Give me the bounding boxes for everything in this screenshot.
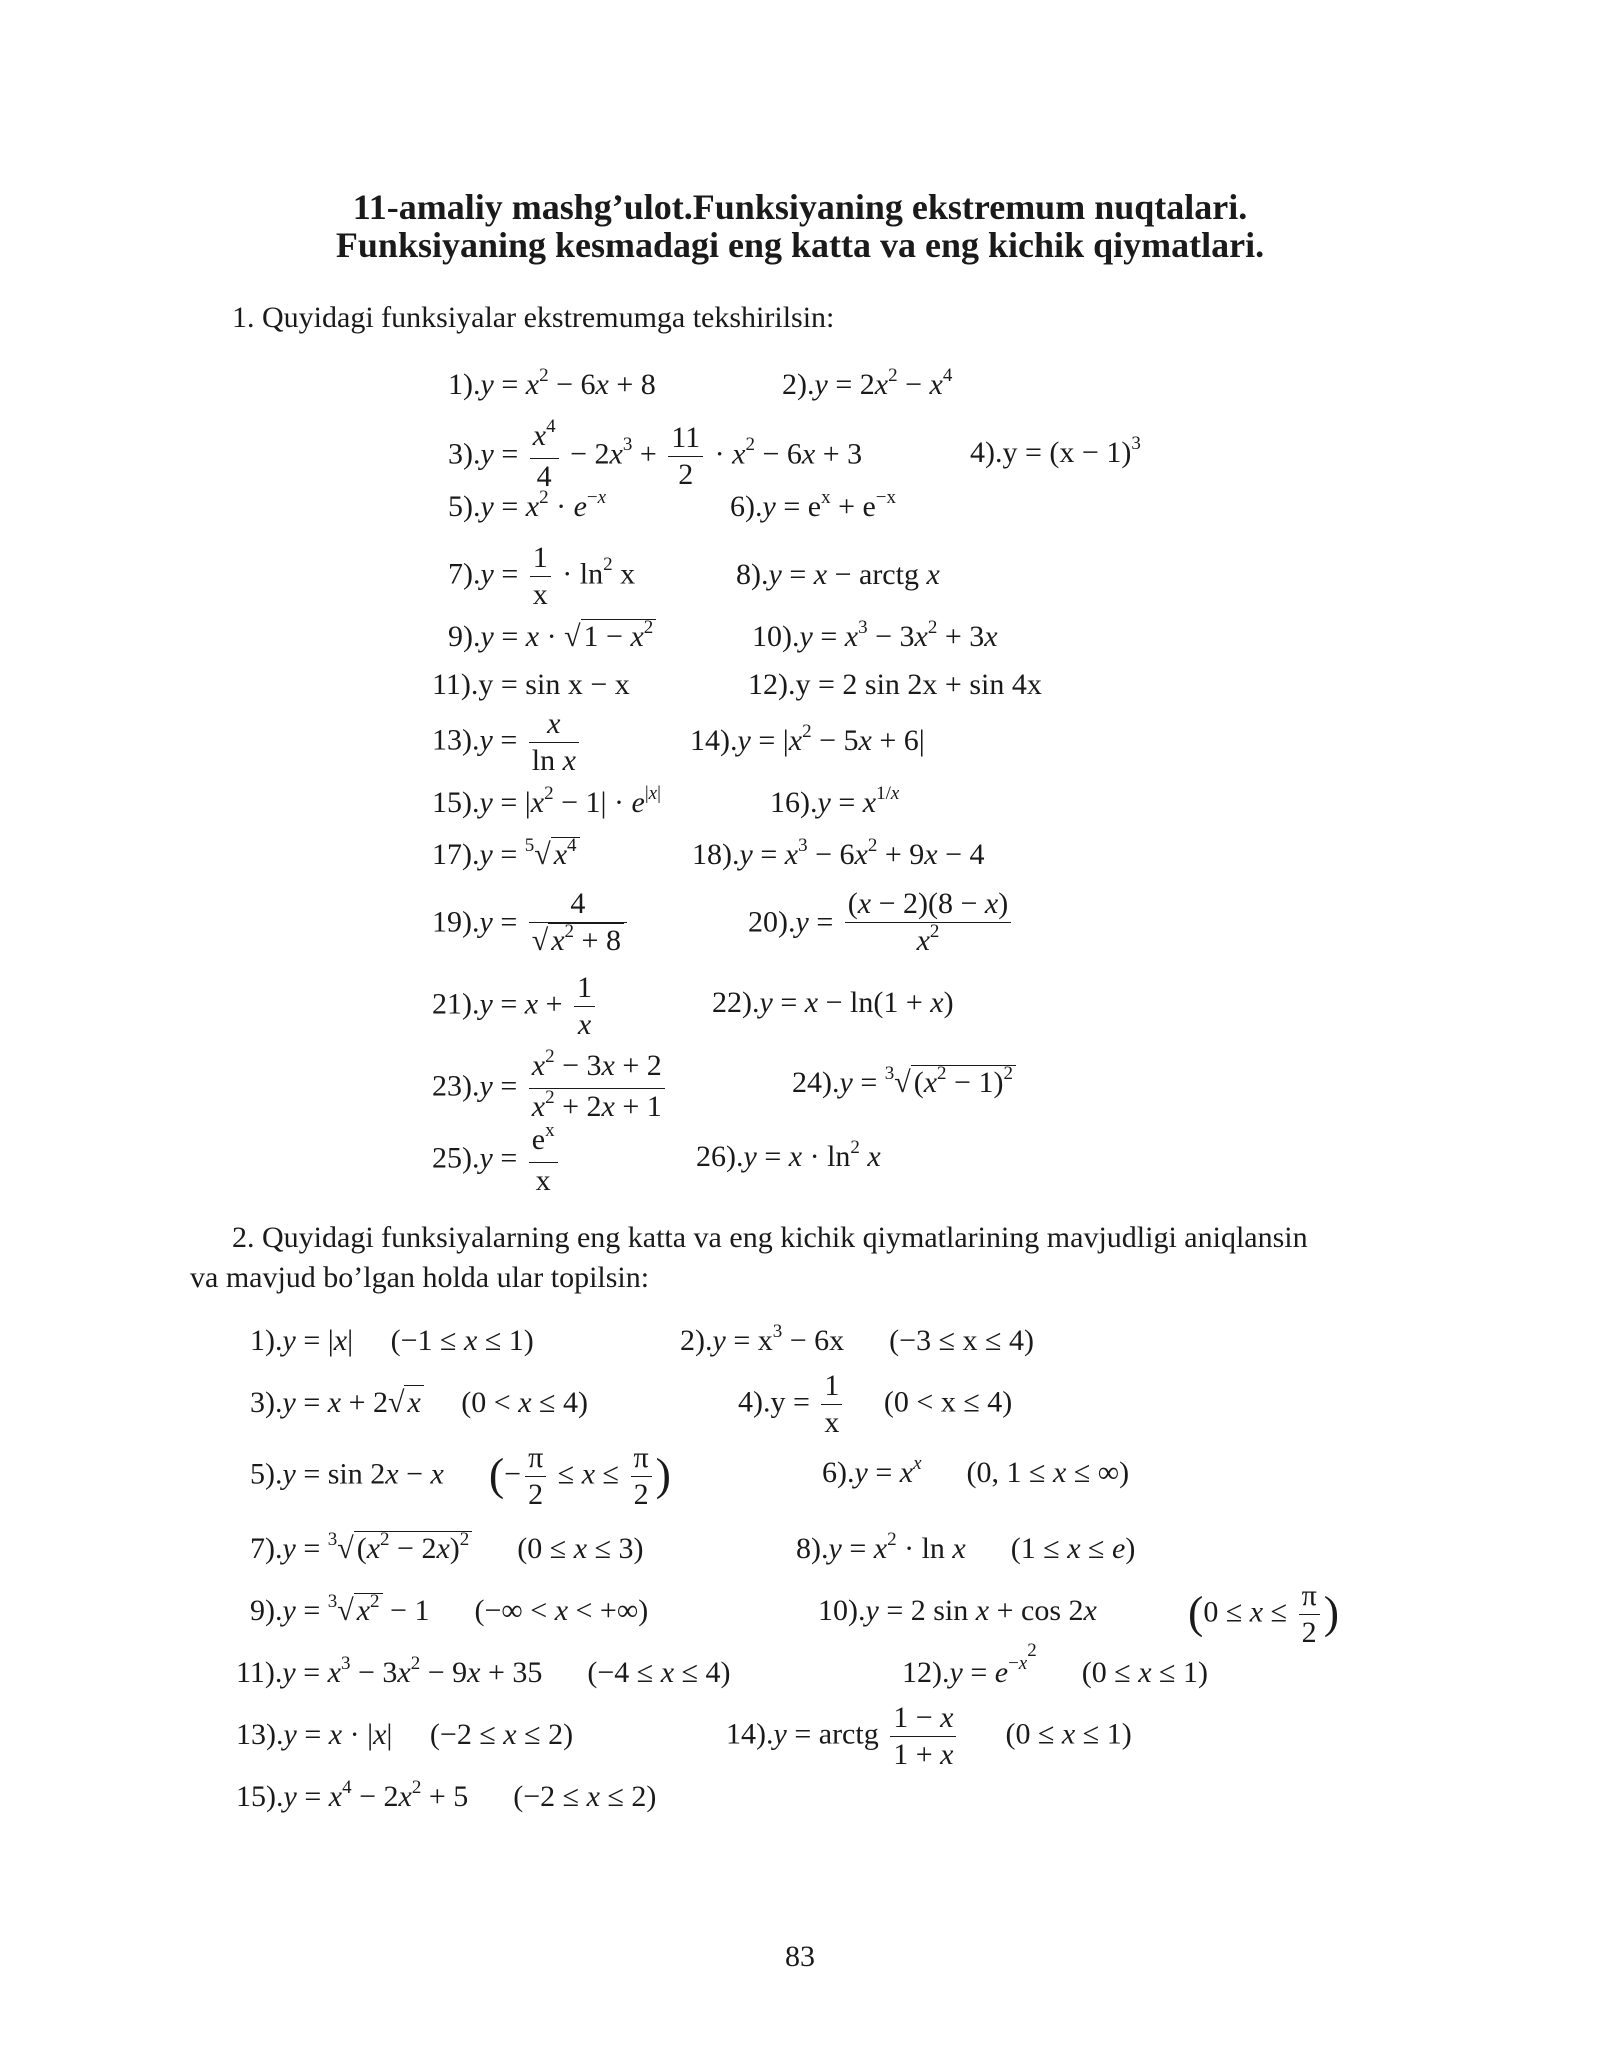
section-2-heading-line-2: va mavjud bo’lgan holda ular topilsin:: [190, 1261, 650, 1294]
eq-2-15: $15).y = x^4 - 2x^2 + 5$ (−2 ≤ x ≤ 2): [236, 1777, 657, 1813]
eq-1-22: 22).y = x − ln(1 + x): [712, 986, 954, 1019]
title-line-2: Funksiyaning kesmadagi eng katta va eng kichik qiymatlari.: [335, 225, 1265, 265]
eq-2-13: 13).y = x · |x| (−2 ≤ x ≤ 2): [236, 1718, 574, 1751]
page-number: 83: [785, 1940, 815, 1973]
eq-1-12: 12).y = 2 sin 2x + sin 4x: [748, 668, 1042, 701]
eq-2-12: $12).y = e^{-x^2}$ (0 ≤ x ≤ 1): [902, 1640, 1208, 1689]
eq-1-14: $14).y = |x^2 - 5x + 6|$: [690, 721, 925, 757]
eq-1-17: 17).y = $^5$√ $x^4$: [432, 838, 580, 872]
eq-1-5: $5).y = x^2 \cdot e^{-x}$: [448, 487, 607, 523]
eq-2-4: 4).y = $\frac{1}{x}$ (0 < x ≤ 4): [738, 1369, 1013, 1439]
eq-1-13: 13).y = $\frac{x}{\text{ln x}}$: [432, 706, 583, 779]
eq-1-4: $4).y = (x - 1)^3$: [970, 433, 1141, 469]
eq-2-6: $6).y = x^x$ (0, 1 ≤ x ≤ ∞): [822, 1453, 1130, 1489]
title-line-1: 11-amaliy mashg’ulot.Funksiyaning ekstremum nuqtalari.: [352, 187, 1248, 227]
eq-1-10: $10).y = x^3 - 3x^2 + 3x$: [752, 617, 998, 653]
eq-1-11: 11).y = sin x − x: [432, 668, 630, 701]
eq-1-7: 7).y = $\frac{1}{x}$ · $\ln^2 x$: [448, 541, 636, 611]
eq-1-8: 8).y = x − arctg x: [736, 558, 940, 591]
eq-2-9: 9).y = $^3$√ $x^2 - 1$ (−∞ < x < +∞): [250, 1591, 649, 1627]
eq-2-8: $8).y = x^2 \cdot \ln x$ (1 ≤ x ≤ e): [796, 1529, 1136, 1565]
eq-2-14: 14).y = arctg $\frac{1 - x}{1 + x}$ (0 ≤ x ≤ 1): [726, 1701, 1132, 1771]
eq-1-1: $1).y = x^2 - 6x + 8$: [448, 365, 656, 401]
eq-1-23: 23).y = $\frac{x^2 - 3x + 2}{x^2 + 2x + 1}$: [432, 1048, 669, 1129]
eq-1-26: $26).y = x \cdot \ln^2 x$: [696, 1137, 881, 1173]
eq-2-1: 1).y = |x| (−1 ≤ x ≤ 1): [250, 1324, 534, 1357]
eq-2-10: 10).y = 2 sin x + cos 2x: [818, 1594, 1097, 1627]
eq-1-2: $2).y = 2x^2 - x^4$: [782, 365, 953, 401]
eq-1-16: $16).y = x^{1/x}$: [770, 783, 900, 819]
section-1-heading: 1. Quyidagi funksiyalar ekstremumga tekshirilsin:: [232, 301, 835, 334]
eq-2-10-interval: (0 ≤ x ≤ $\frac{\pi}{2}$ ): [1188, 1579, 1340, 1649]
eq-1-9: 9).y = x · √ $1 - x^2$: [448, 620, 656, 654]
eq-2-7: 7).y = $^3$√ $(x^2 - 2x)^2$ (0 ≤ x ≤ 3): [250, 1529, 644, 1565]
eq-2-2: $2).y = x^3 - 6x$ (−3 ≤ x ≤ 4): [680, 1321, 1034, 1357]
eq-2-5: 5).y = sin 2x − x (− $\frac{\pi}{2}$ ≤ x ≤ $\frac{\pi}{2}$ ): [250, 1441, 671, 1511]
eq-1-20: 20).y = $\frac{(x - 2)(8 - x)}{x^2}$: [748, 886, 1015, 963]
eq-1-25: 25).y = $\frac{e^x}{x}$: [432, 1122, 562, 1199]
eq-1-6: $6).y = e^x + e^{-x}$: [730, 487, 897, 523]
eq-1-18: $18).y = x^3 - 6x^2 + 9x - 4$: [692, 835, 985, 871]
section-2-heading-line-1: 2. Quyidagi funksiyalarning eng katta va eng kichik qiymatlarining mavjudligi aniqlansin: [232, 1221, 1308, 1254]
eq-1-3: 3).y = $\frac{x^4}{4}$ − $2x^3$ + $\frac{11}{2}$ · $x^2 - 6x + 3$: [448, 416, 863, 493]
eq-2-3: 3).y = x + 2√ x (0 < x ≤ 4): [250, 1386, 589, 1419]
eq-2-11: $11).y = x^3 - 3x^2 - 9x + 35$ (−4 ≤ x ≤ 4): [236, 1653, 731, 1689]
eq-1-24: 24).y = $^3$√ $(x^2 - 1)^2$: [792, 1066, 1016, 1100]
eq-1-21: 21).y = x + $\frac{1}{x}$: [432, 970, 599, 1043]
eq-1-15: $15).y = |x^2 - 1| \cdot e^{|x|}$: [432, 783, 661, 819]
eq-1-19: 19).y = $\frac{4}{√ x^2 + 8}$: [432, 886, 631, 963]
